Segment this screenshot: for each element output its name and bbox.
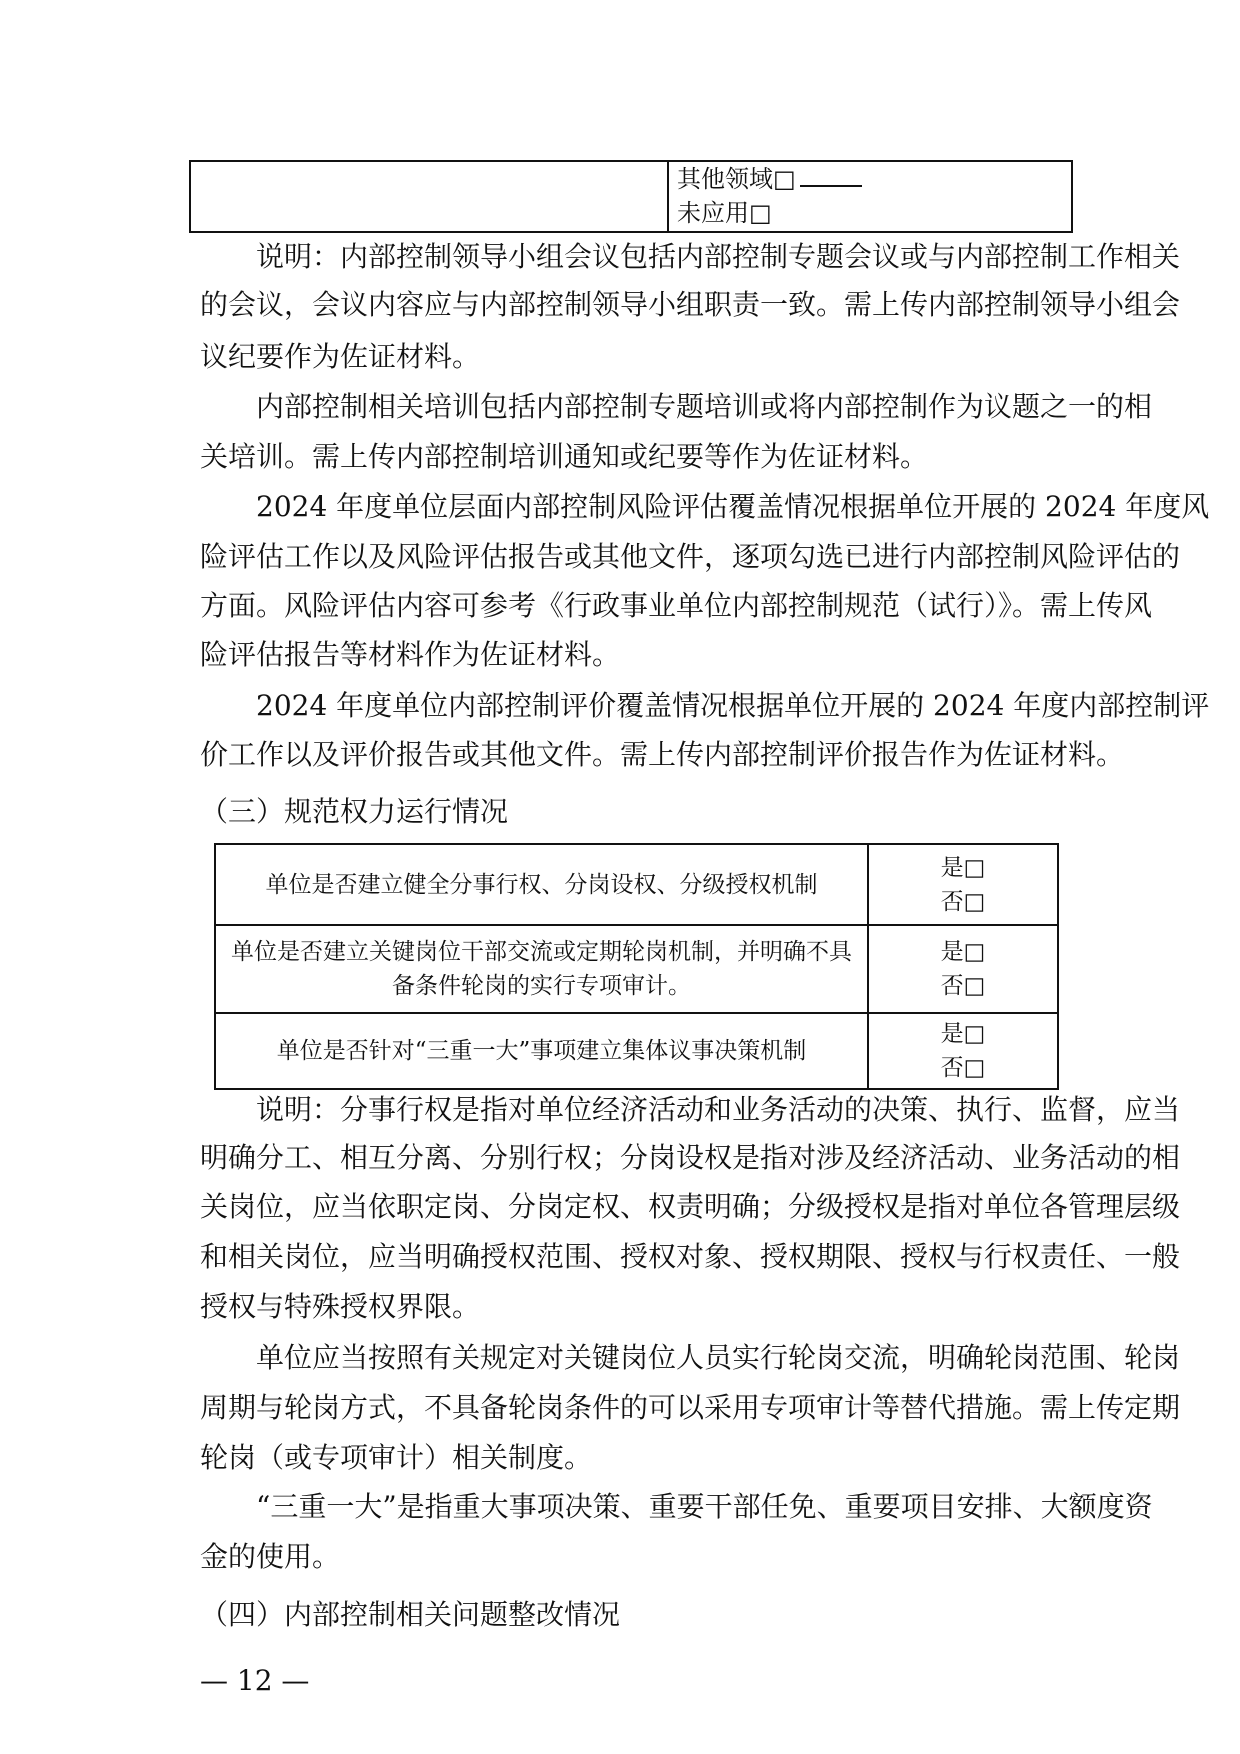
- paragraph-line: 轮岗（或专项审计）相关制度。: [200, 1441, 593, 1474]
- empty-cell: [190, 161, 668, 232]
- option-not-applied[interactable]: 未应用□: [677, 199, 772, 227]
- paragraph-line: 的会议，会议内容应与内部控制领导小组职责一致。需上传内部控制领导小组会: [200, 288, 1181, 321]
- no-checkbox[interactable]: 否□: [940, 973, 986, 999]
- option-other-field[interactable]: 其他领域□: [677, 162, 1071, 196]
- no-checkbox[interactable]: 否□: [940, 888, 986, 915]
- paragraph-line: 单位应当按照有关规定对关键岗位人员实行轮岗交流，明确轮岗范围、轮岗: [256, 1341, 1181, 1374]
- yes-checkbox[interactable]: 是□: [940, 1021, 986, 1047]
- section3-title: （三）规范权力运行情况: [200, 795, 509, 828]
- top-table-fragment: [189, 160, 1073, 233]
- table-row: [215, 925, 1058, 1013]
- paragraph-line: 险评估工作以及风险评估报告或其他文件，逐项勾选已进行内部控制风险评估的: [200, 540, 1181, 573]
- paragraph-line: 金的使用。: [200, 1540, 341, 1573]
- paragraph-line: 价工作以及评价报告或其他文件。需上传内部控制评价报告作为佐证材料。: [200, 738, 1125, 771]
- answer-cell: [868, 844, 1058, 925]
- paragraph-line: 说明：内部控制领导小组会议包括内部控制专题会议或与内部控制工作相关: [256, 240, 1181, 273]
- table-row: [215, 844, 1058, 925]
- answer-cell: [868, 925, 1058, 1013]
- yes-checkbox[interactable]: 是□: [940, 854, 986, 881]
- page-number: — 12 —: [200, 1664, 310, 1697]
- paragraph-line: 方面。风险评估内容可参考《行政事业单位内部控制规范（试行）》。需上传风: [200, 589, 1153, 622]
- paragraph-line: 2024 年度单位内部控制评价覆盖情况根据单位开展的 2024 年度内部控制评: [256, 689, 1210, 722]
- yes-checkbox[interactable]: 是□: [940, 939, 986, 965]
- paragraph-line: 2024 年度单位层面内部控制风险评估覆盖情况根据单位开展的 2024 年度风: [256, 490, 1210, 523]
- paragraph-line: 周期与轮岗方式，不具备轮岗条件的可以采用专项审计等替代措施。需上传定期: [200, 1391, 1181, 1424]
- paragraph-line: 明确分工、相互分离、分别行权；分岗设权是指对涉及经济活动、业务活动的相: [200, 1141, 1181, 1174]
- question-cell: 单位是否针对“三重一大”事项建立集体议事决策机制: [215, 1013, 868, 1089]
- paragraph-line: 授权与特殊授权界限。: [200, 1290, 481, 1323]
- blank-line[interactable]: [800, 165, 862, 187]
- paragraph-line: 内部控制相关培训包括内部控制专题培训或将内部控制作为议题之一的相: [256, 390, 1153, 423]
- no-checkbox[interactable]: 否□: [940, 1055, 986, 1081]
- paragraph-line: 关培训。需上传内部控制培训通知或纪要等作为佐证材料。: [200, 440, 929, 473]
- paragraph-line: 和相关岗位，应当明确授权范围、授权对象、授权期限、授权与行权责任、一般: [200, 1240, 1181, 1273]
- question-cell: 单位是否建立健全分事行权、分岗设权、分级授权机制: [215, 844, 868, 925]
- paragraph-line: 关岗位，应当依职定岗、分岗定权、权责明确；分级授权是指对单位各管理层级: [200, 1190, 1181, 1223]
- paragraph-line: 议纪要作为佐证材料。: [200, 340, 481, 373]
- paragraph-line: 险评估报告等材料作为佐证材料。: [200, 638, 621, 671]
- paragraph-line: “三重一大”是指重大事项决策、重要干部任免、重要项目安排、大额度资: [256, 1490, 1153, 1523]
- section4-title: （四）内部控制相关问题整改情况: [200, 1598, 621, 1631]
- paragraph-line: 说明：分事行权是指对单位经济活动和业务活动的决策、执行、监督，应当: [256, 1093, 1181, 1126]
- table-row: [215, 1013, 1058, 1089]
- question-cell: 单位是否建立关键岗位干部交流或定期轮岗机制，并明确不具备条件轮岗的实行专项审计。: [215, 925, 868, 1013]
- options-cell: [668, 161, 1072, 232]
- answer-cell: [868, 1013, 1058, 1089]
- power-operation-table: [214, 843, 1059, 1090]
